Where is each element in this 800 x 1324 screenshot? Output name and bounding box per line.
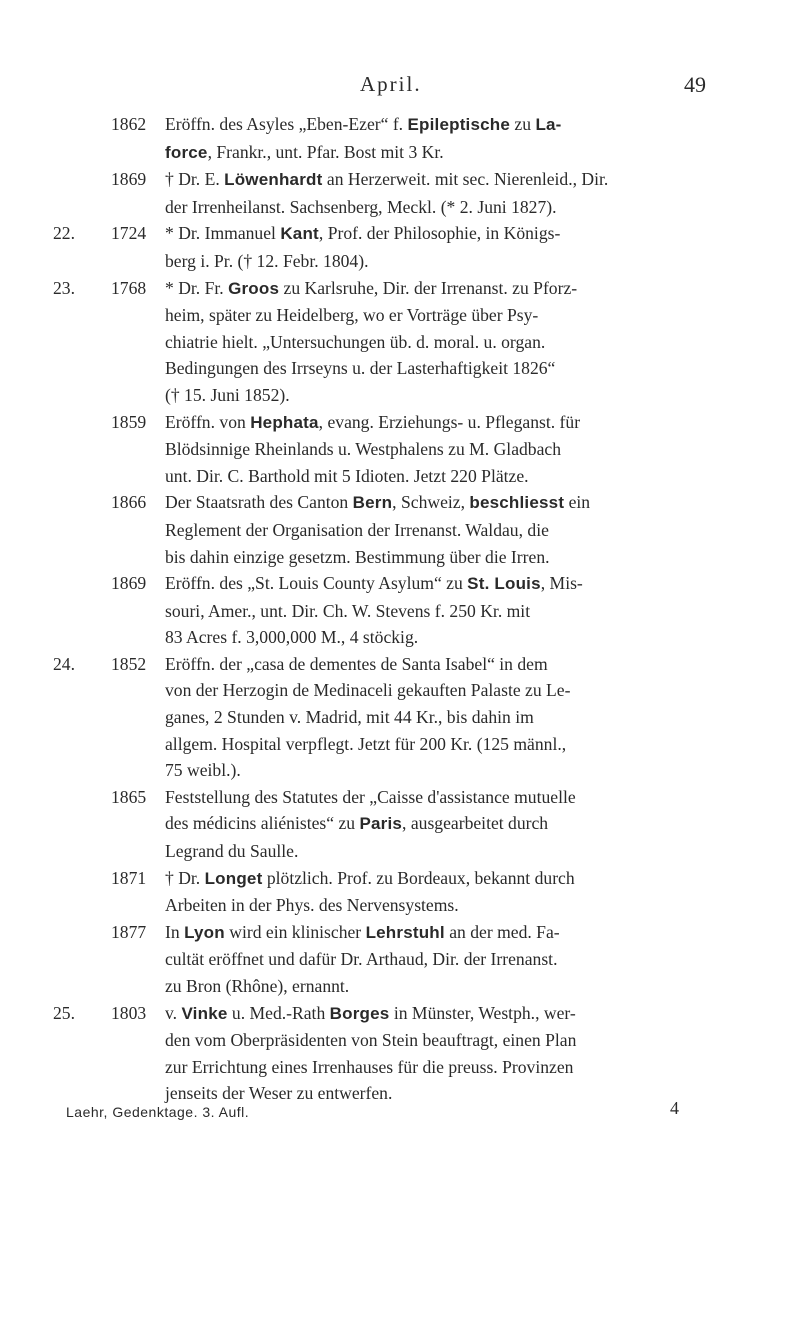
entry-year: 1862 — [111, 114, 147, 134]
entry-keyword: Borges — [329, 1003, 390, 1023]
entry-line — [165, 194, 695, 221]
calendar-entry — [0, 409, 695, 490]
entry-line — [165, 1054, 695, 1081]
calendar-entries — [0, 111, 800, 1107]
entry-text-run: † Dr. E. — [165, 169, 225, 190]
entry-text-run: , evang. Erziehungs- u. Pfleganst. für — [318, 411, 581, 432]
entry-text — [165, 166, 695, 220]
entry-year: 1859 — [111, 411, 147, 432]
entry-text-run: Eröffn. des „St. Louis County Asylum“ zu — [165, 573, 468, 594]
entry-text-run: berg i. Pr. († 12. Febr. 1804). — [165, 250, 369, 271]
entry-text-run: zur Errichtung eines Irrenhauses für die preuss. Provinzen — [165, 1056, 574, 1077]
calendar-entry — [0, 275, 695, 409]
entry-keyword: Löwenhardt — [224, 170, 323, 190]
entry-line — [165, 220, 695, 248]
entry-year: 1865 — [111, 786, 147, 807]
entry-text-run: an Herzerweit. mit sec. Nierenleid., Dir. — [322, 169, 609, 190]
entry-keyword: Lehrstuhl — [365, 922, 445, 942]
entry-line — [165, 355, 695, 382]
entry-keyword: Bern — [352, 493, 393, 513]
entry-keyword: Groos — [228, 278, 280, 298]
entry-keyword: La- — [535, 115, 562, 134]
entry-text-run: , ausgearbeitet durch — [402, 813, 549, 834]
entry-year: 1803 — [111, 1002, 147, 1023]
entry-day: 23. — [53, 277, 75, 298]
calendar-entry — [0, 489, 695, 570]
entry-year: 1869 — [111, 169, 147, 190]
calendar-entry — [0, 220, 695, 274]
entry-text-run: des médicins aliénistes“ zu — [165, 813, 360, 834]
entry-text — [165, 489, 695, 570]
entry-text-run: † Dr. — [165, 867, 205, 888]
entry-text-run: Legrand du Saulle. — [165, 841, 299, 862]
entry-text-run: Bedingungen des Irrseyns u. der Lasterhaftigkeit 1826“ — [165, 358, 556, 379]
entry-text-run: cultät eröffnet und dafür Dr. Arthaud, Dir. der Irrenanst. — [165, 949, 558, 970]
entry-text-run: * Dr. Immanuel — [165, 223, 281, 244]
running-head-month: April. — [360, 72, 422, 96]
entry-text — [165, 275, 695, 409]
entry-text-run: Reglement der Organisation der Irrenanst. Waldau, die — [165, 519, 549, 540]
entry-text-run: * Dr. Fr. — [165, 277, 229, 298]
entry-line — [165, 731, 695, 758]
entry-line — [165, 677, 695, 704]
entry-line — [165, 946, 695, 973]
calendar-entry — [0, 111, 695, 166]
entry-text-run: v. — [165, 1002, 182, 1023]
entry-text-run: unt. Dir. C. Barthold mit 5 Idioten. Jetzt 220 Plätze. — [165, 465, 529, 486]
entry-text-run: Eröffn. des Asyles „Eben-Ezer“ f. — [165, 114, 408, 134]
entry-text-run: ganes, 2 Stunden v. Madrid, mit 44 Kr., bis dahin im — [165, 707, 534, 728]
entry-text-run: wird ein klinischer — [224, 921, 366, 942]
entry-line — [165, 784, 695, 811]
entry-line — [165, 704, 695, 731]
entry-line — [165, 838, 695, 865]
entry-line — [165, 624, 695, 651]
entry-line — [165, 275, 695, 303]
entry-line — [165, 865, 695, 893]
entry-text-run: Arbeiten in der Phys. des Nervensystems. — [165, 895, 459, 916]
entry-text-run: , Schweiz, — [392, 492, 470, 513]
entry-text-run: 83 Acres f. 3,000,000 M., 4 stöckig. — [165, 627, 419, 648]
calendar-entry — [0, 784, 695, 865]
entry-text-run: von der Herzogin de Medinaceli gekauften Palaste zu Le- — [165, 680, 571, 701]
entry-line — [165, 139, 695, 167]
entry-line — [165, 810, 695, 838]
entry-keyword: beschliesst — [469, 493, 565, 513]
calendar-entry — [0, 865, 695, 919]
entry-text-run: souri, Amer., unt. Dir. Ch. W. Stevens f. 250 Kr. mit — [165, 600, 531, 621]
entry-text-run: Feststellung des Statutes der „Caisse d'assistance mutuelle — [165, 786, 576, 807]
entry-day: 24. — [53, 653, 75, 674]
entry-line — [165, 973, 695, 1000]
entry-line — [165, 1080, 695, 1107]
entry-line — [165, 382, 695, 409]
entry-line — [165, 892, 695, 919]
calendar-entry — [0, 651, 695, 784]
entry-line — [165, 517, 695, 544]
entry-year: 1866 — [111, 492, 147, 513]
entry-text-run: plötzlich. Prof. zu Bordeaux, bekannt durch — [262, 867, 575, 888]
entry-text-run: u. Med.-Rath — [227, 1002, 330, 1023]
entry-line — [165, 111, 695, 139]
entry-text-run: der Irrenheilanst. Sachsenberg, Meckl. (* 2. Juni 1827). — [165, 196, 557, 217]
entry-line — [165, 757, 695, 784]
entry-text-run: allgem. Hospital verpflegt. Jetzt für 200 Kr. (125 männl., — [165, 733, 567, 754]
entry-text — [165, 570, 695, 651]
page-number: 49 — [684, 72, 706, 97]
entry-text-run: den vom Oberpräsidenten von Stein beauftragt, einen Plan — [165, 1030, 577, 1051]
entry-text-run: 75 weibl.). — [165, 760, 241, 781]
entry-line — [165, 489, 695, 517]
calendar-entry — [0, 1000, 695, 1107]
entry-year: 1877 — [111, 921, 147, 942]
entry-text-run: Eröffn. der „casa de dementes de Santa Isabel“ in dem — [165, 653, 548, 674]
entry-year: 1768 — [111, 277, 147, 298]
entry-text-run: In — [165, 921, 185, 942]
entry-line — [165, 1000, 695, 1028]
entry-year: 1724 — [111, 223, 147, 244]
entry-line — [165, 598, 695, 625]
entry-keyword: Longet — [204, 868, 263, 888]
entry-text-run: an der med. Fa- — [444, 921, 560, 942]
entry-year: 1852 — [111, 653, 147, 674]
entry-text-run: zu Karlsruhe, Dir. der Irrenanst. zu Pforz- — [279, 277, 578, 298]
page-header — [0, 72, 800, 102]
entry-text-run: , Mis- — [540, 573, 583, 594]
entry-keyword: Paris — [359, 814, 403, 834]
entry-year: 1869 — [111, 573, 147, 594]
entry-line — [165, 544, 695, 571]
entry-keyword: St. Louis — [467, 574, 541, 594]
calendar-entry — [0, 166, 695, 220]
entry-day: 22. — [53, 223, 75, 244]
entry-text-run: bis dahin einzige gesetzm. Bestimmung über die Irren. — [165, 546, 550, 567]
entry-text — [165, 919, 695, 1000]
entry-keyword: Vinke — [181, 1003, 228, 1023]
entry-line — [165, 570, 695, 598]
entry-text-run: Eröffn. von — [165, 411, 251, 432]
entry-line — [165, 651, 695, 678]
footer-source: Laehr, Gedenktage. 3. Aufl. — [66, 1104, 250, 1120]
entry-text-run: ein — [564, 492, 591, 513]
entry-keyword: Kant — [280, 224, 319, 244]
entry-text-run: zu — [510, 114, 536, 134]
entry-keyword: Epileptische — [407, 115, 511, 134]
entry-line — [165, 919, 695, 947]
entry-line — [165, 248, 695, 275]
entry-line — [165, 302, 695, 329]
entry-text-run: († 15. Juni 1852). — [165, 384, 290, 405]
entry-line — [165, 436, 695, 463]
entry-text-run: , Frankr., unt. Pfar. Bost mit 3 Kr. — [207, 141, 444, 162]
entry-text-run: Blödsinnige Rheinlands u. Westphalens zu M. Gladbach — [165, 439, 562, 460]
entry-line — [165, 409, 695, 437]
entry-keyword: force — [165, 142, 208, 162]
calendar-entry — [0, 919, 695, 1000]
entry-line — [165, 329, 695, 356]
entry-keyword: Lyon — [184, 922, 225, 942]
entry-day: 25. — [53, 1002, 75, 1023]
entry-text-run: , Prof. der Philosophie, in Königs- — [318, 223, 561, 244]
entry-text-run: zu Bron (Rhône), ernannt. — [165, 976, 350, 996]
calendar-entry — [0, 570, 695, 651]
page-footer — [66, 1098, 706, 1128]
signature-mark: 4 — [670, 1098, 679, 1118]
entry-text — [165, 1000, 695, 1107]
entry-text — [165, 220, 695, 274]
entry-text-run: in Münster, Westph., wer- — [389, 1002, 576, 1023]
entry-text — [165, 111, 695, 166]
entry-keyword: Hephata — [250, 412, 319, 432]
entry-text-run: Der Staatsrath des Canton — [165, 492, 353, 513]
entry-text-run: chiatrie hielt. „Untersuchungen üb. d. moral. u. organ. — [165, 331, 546, 352]
entry-text — [165, 865, 695, 919]
entry-text-run: jenseits der Weser zu entwerfen. — [165, 1083, 393, 1104]
entry-text — [165, 784, 695, 865]
entry-line — [165, 463, 695, 490]
entry-text — [165, 409, 695, 490]
entry-text — [165, 651, 695, 784]
entry-line — [165, 1027, 695, 1054]
entry-line — [165, 166, 695, 194]
entry-year: 1871 — [111, 867, 147, 888]
entry-text-run: heim, später zu Heidelberg, wo er Vorträge über Psy- — [165, 305, 539, 326]
